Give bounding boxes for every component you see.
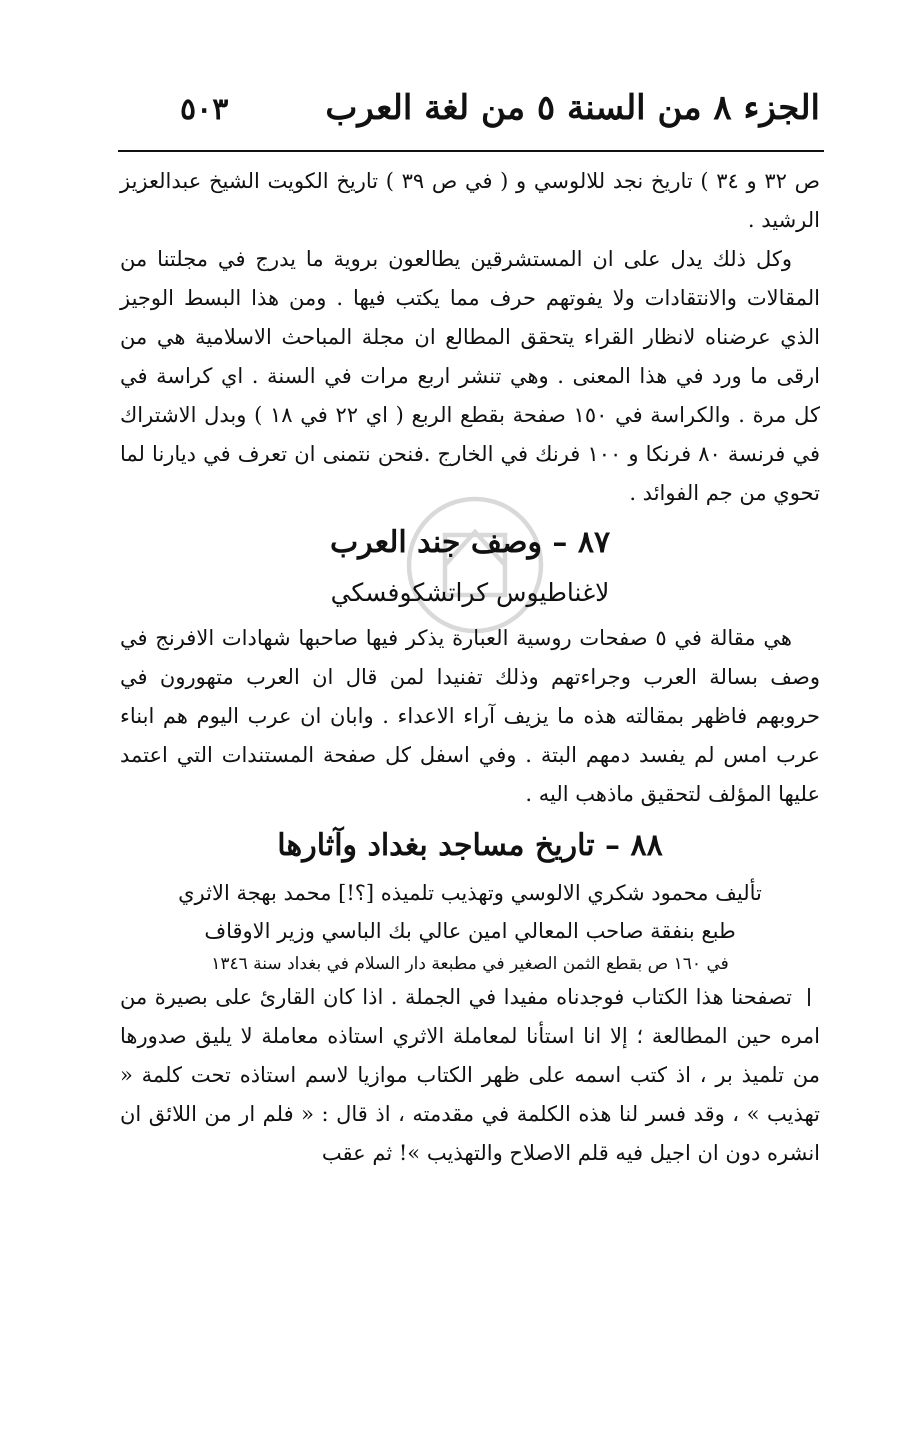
section-88-imprint-author: تأليف محمود شكري الالوسي وتهذيب تلميذه [؟!] محمد بهجة الاثري — [178, 881, 762, 905]
page-header — [120, 88, 820, 136]
header-rule — [118, 150, 824, 152]
section-87-title: ٨٧ – وصف جند العرب — [329, 525, 611, 560]
page-body — [120, 162, 820, 1173]
intro-paragraph-2: وكل ذلك يدل على ان المستشرقين يطالعون بروية ما يدرج في مجلتنا من المقالات والانتقادات ولا يفوتهم حرف مما يكتب فيها . ومن هذا البسط الوجيز الذي عرضناه لانظار القراء يتحقق المطالع ان مجلة المباحث الاسلامية هي من ارقى ما ورد في هذا المعنى . وهي تنشر اربع مرات في السنة . اي كراسة في كل مرة . والكراسة في ١٥٠ صفحة بقطع الربع ( اي ٢٢ في ١٨ ) وبدل الاشتراك في فرنسة ٨٠ فرنكا و ١٠٠ فرنك في الخارج .فنحن نتمنى ان تعرف في ديارنا لما تحوي من جم الفوائد . — [120, 247, 820, 505]
running-head: الجزء ٨ من السنة ٥ من لغة العرب — [325, 88, 820, 128]
section-88-title: ٨٨ – تاريخ مساجد بغداد وآثارها — [277, 828, 663, 863]
section-88-imprint-publisher: طبع بنفقة صاحب المعالي امين عالي بك الباسي وزير الاوقاف — [204, 919, 736, 943]
section-88-text: تصفحنا هذا الكتاب فوجدناه مفيدا في الجملة . اذا كان القارئ على بصيرة من امره حين المطالعة ؛ إلا انا استأنا لمعاملة الاثري استاذه معاملة لا يليق صدورها من تلميذ بر ، اذ كتب اسمه على ظهر الكتاب موازيا لاسم استاذه تحت كلمة « تهذيب » ، وقد فسر لنا هذه الكلمة في مقدمته ، اذ قال : « فلم ار من اللائق ان انشره دون ان اجيل فيه قلم الاصلاح والتهذيب »! ثم عقب — [120, 985, 820, 1165]
margin-mark — [808, 988, 810, 1006]
intro-paragraph-1: ص ٣٢ و ٣٤ ) تاريخ نجد للالوسي و ( في ص ٣٩ ) تاريخ الكويت الشيخ عبدالعزيز الرشيد . — [120, 169, 820, 232]
section-87-text: هي مقالة في ٥ صفحات روسية العبارة يذكر فيها صاحبها شهادات الافرنج في وصف بسالة العرب وجراءتهم وذلك تفنيدا لمن قال ان العرب متهورون في حروبهم فاظهر بمقالته هذه ما يزيف آراء الاعداء . وابان ان عرب اليوم هم ابناء عرب امس لم يفسد دمهم البتة . وفي اسفل كل صفحة المستندات التي اعتمد عليها المؤلف لتحقيق ماذهب اليه . — [120, 626, 820, 806]
section-88-imprint-details: في ١٦٠ ص بقطع الثمن الصغير في مطبعة دار السلام في بغداد سنة ١٣٤٦ — [211, 954, 729, 974]
section-87-author: لاغناطيوس كراتشكوفسكي — [330, 578, 610, 607]
page-number: ٥٠٣ — [180, 92, 229, 127]
